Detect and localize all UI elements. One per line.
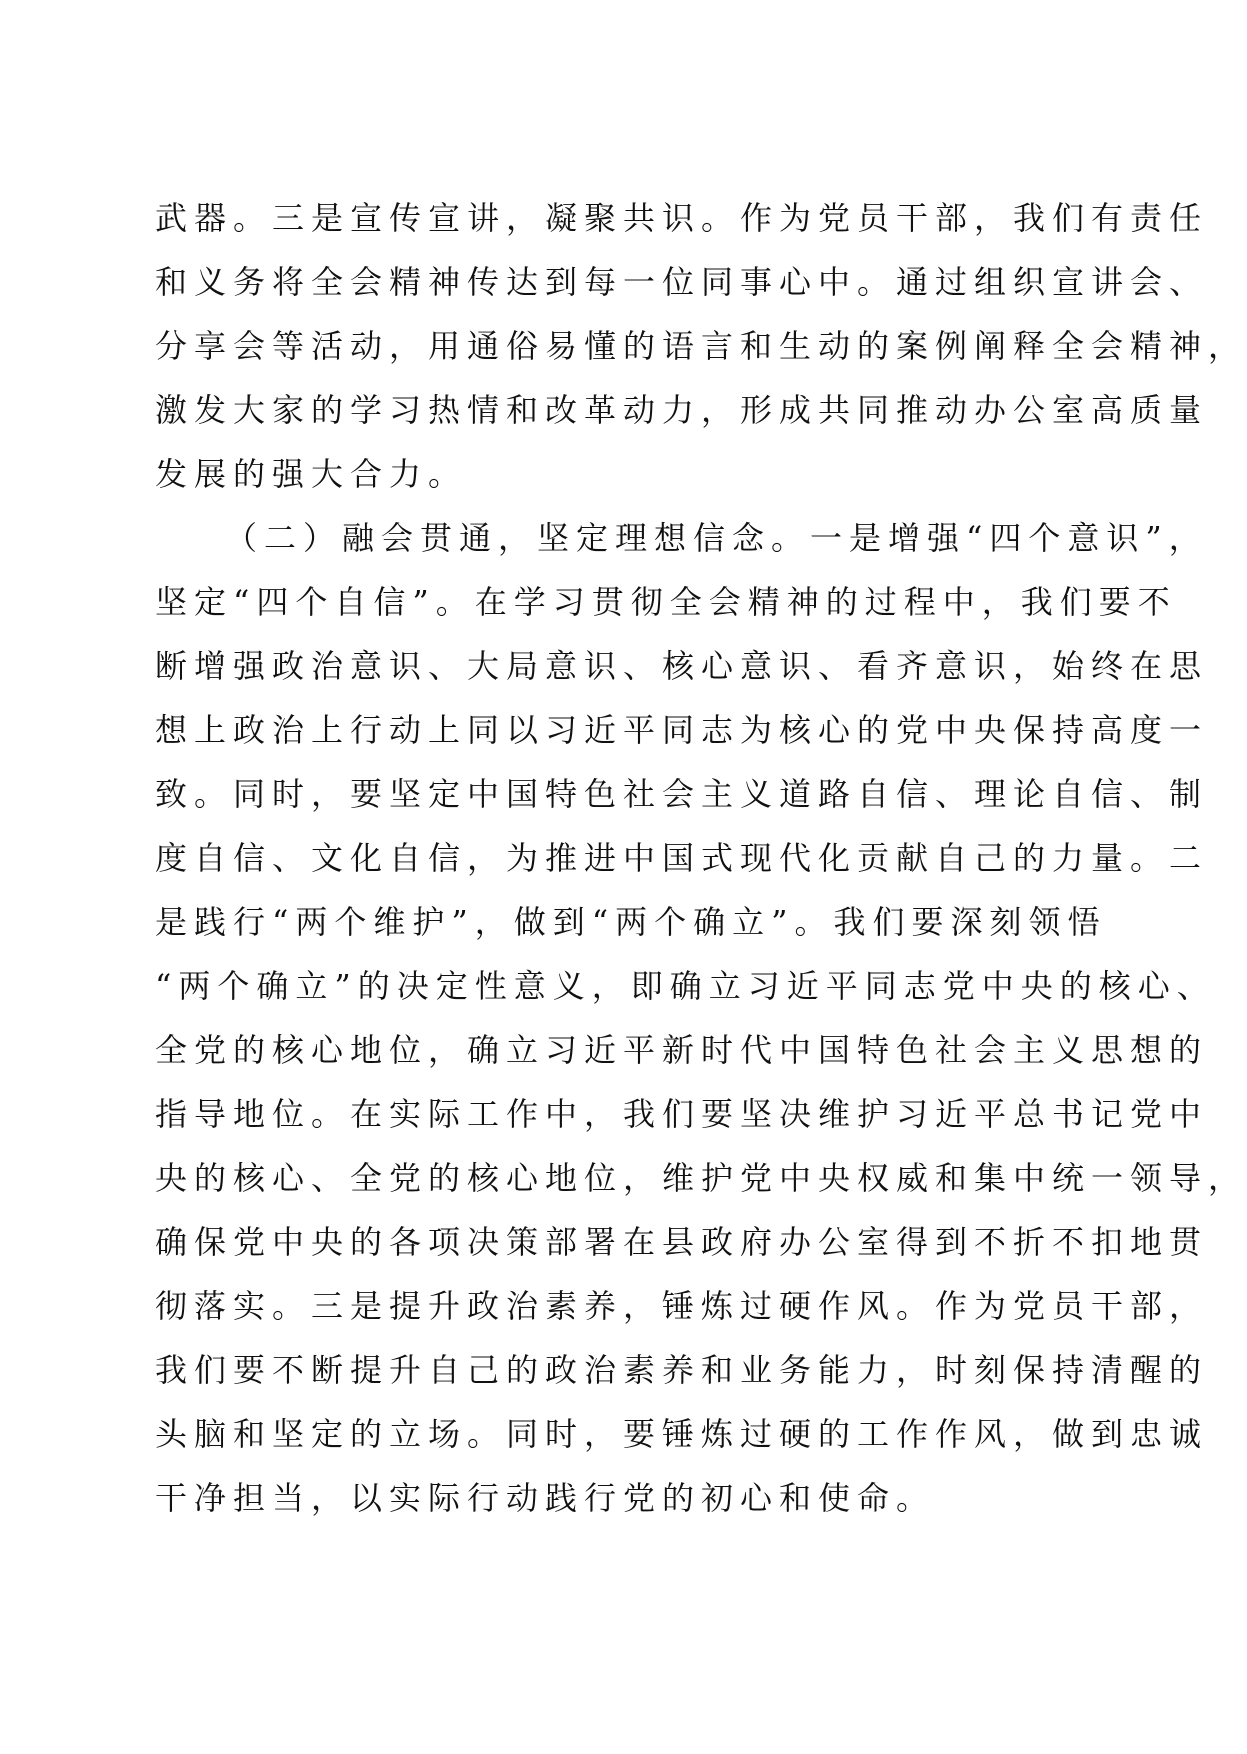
text-line: 致。同时，要坚定中国特色社会主义道路自信、理论自信、制 bbox=[155, 775, 1209, 813]
text-line: 武器。三是宣传宣讲，凝聚共识。作为党员干部，我们有责任 bbox=[155, 199, 1209, 237]
text-line: 确保党中央的各项决策部署在县政府办公室得到不折不扣地贯 bbox=[155, 1223, 1209, 1261]
text-line: 是践行“两个维护”，做到“两个确立”。我们要深刻领悟 bbox=[155, 903, 1107, 941]
text-line: 激发大家的学习热情和改革动力，形成共同推动办公室高质量 bbox=[155, 391, 1209, 429]
text-line: 彻落实。三是提升政治素养，锤炼过硬作风。作为党员干部， bbox=[155, 1287, 1209, 1325]
text-line: （二）融会贯通，坚定理想信念。一是增强“四个意识”， bbox=[225, 519, 1208, 557]
text-line: 分享会等活动，用通俗易懂的语言和生动的案例阐释全会精神， bbox=[155, 327, 1247, 365]
text-line: 断增强政治意识、大局意识、核心意识、看齐意识，始终在思 bbox=[155, 647, 1209, 685]
text-line: 头脑和坚定的立场。同时，要锤炼过硬的工作作风，做到忠诚 bbox=[155, 1415, 1209, 1453]
text-line: 央的核心、全党的核心地位，维护党中央权威和集中统一领导， bbox=[155, 1159, 1247, 1197]
text-line: 和义务将全会精神传达到每一位同事心中。通过组织宣讲会、 bbox=[155, 263, 1209, 301]
text-line: 干净担当，以实际行动践行党的初心和使命。 bbox=[155, 1479, 936, 1517]
text-line: “两个确立”的决定性意义，即确立习近平同志党中央的核心、 bbox=[155, 967, 1216, 1005]
text-line: 我们要不断提升自己的政治素养和业务能力，时刻保持清醒的 bbox=[155, 1351, 1209, 1389]
text-line: 想上政治上行动上同以习近平同志为核心的党中央保持高度一 bbox=[155, 711, 1209, 749]
text-line: 坚定“四个自信”。在学习贯彻全会精神的过程中，我们要不 bbox=[155, 583, 1177, 621]
text-line: 指导地位。在实际工作中，我们要坚决维护习近平总书记党中 bbox=[155, 1095, 1209, 1133]
text-line: 度自信、文化自信，为推进中国式现代化贡献自己的力量。二 bbox=[155, 839, 1209, 877]
text-line: 全党的核心地位，确立习近平新时代中国特色社会主义思想的 bbox=[155, 1031, 1209, 1069]
text-line: 发展的强大合力。 bbox=[155, 455, 468, 493]
document-body bbox=[155, 186, 1247, 1530]
